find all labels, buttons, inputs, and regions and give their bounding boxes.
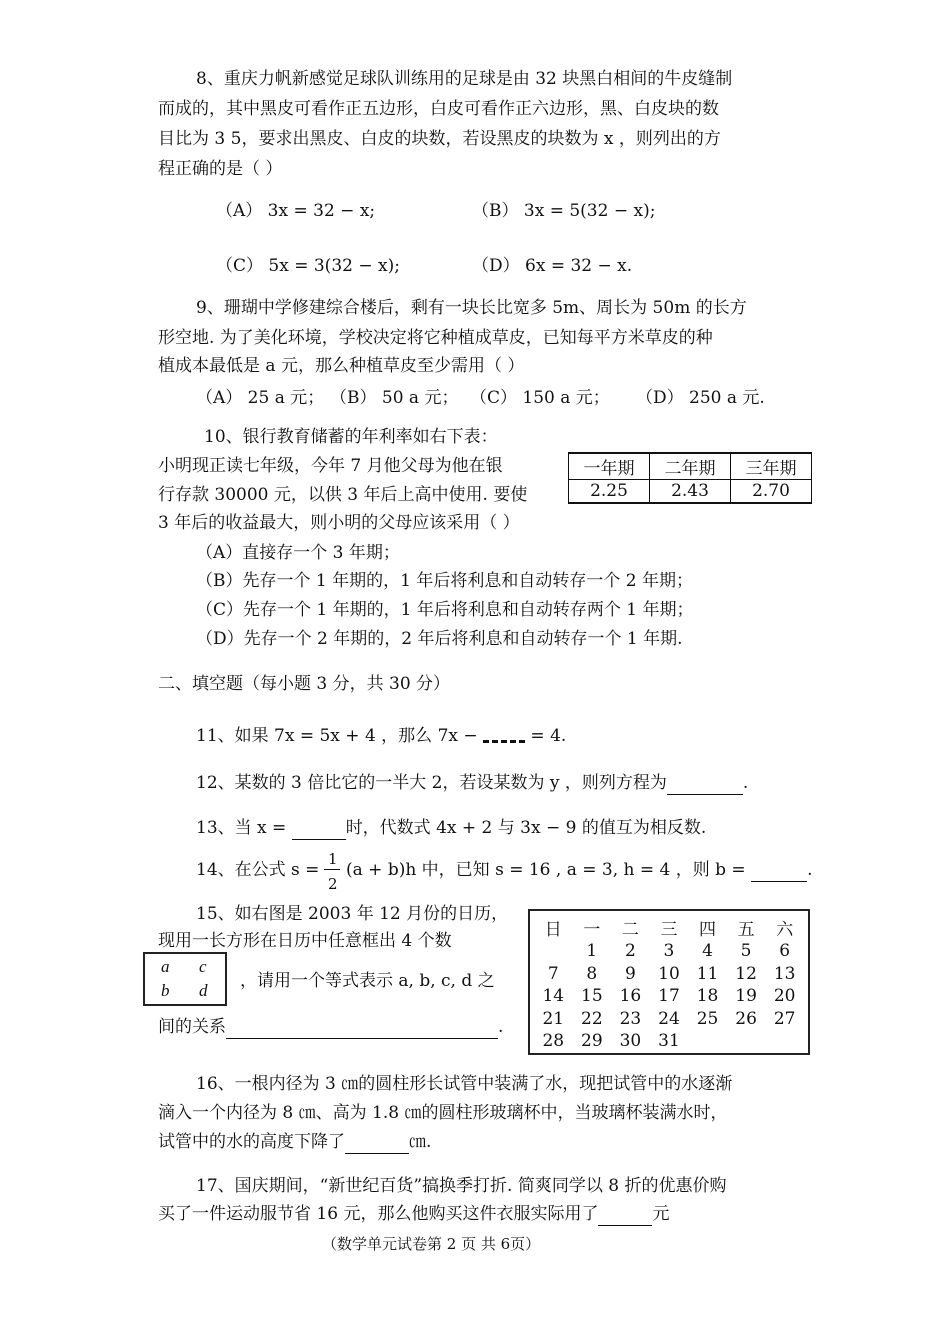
q14 bbox=[346, 859, 812, 882]
december-2003-calendar bbox=[528, 909, 810, 1055]
table-header-cell: 二年期 bbox=[650, 453, 731, 480]
q15-line-4 bbox=[158, 1016, 503, 1039]
calendar-day: 3 bbox=[663, 941, 675, 962]
calendar-weekday: 二 bbox=[621, 920, 639, 940]
q10-line-3: 行存款 30000 元，以供 3 年后上高中使用. 要使 bbox=[158, 485, 528, 505]
calendar-day: 12 bbox=[735, 963, 757, 984]
calendar-day: 27 bbox=[773, 1008, 796, 1029]
interest-rate-table bbox=[568, 452, 812, 504]
calendar-day: 16 bbox=[619, 986, 642, 1007]
q8-line-4: 程正确的是（ ） bbox=[158, 159, 283, 179]
q15-line-2: 现用一长方形在日历中任意框出 4 个数 bbox=[158, 931, 452, 951]
calendar-day: 29 bbox=[581, 1031, 603, 1052]
table-value-cell: 2.43 bbox=[650, 480, 731, 504]
q10-line-4: 3 年后的收益最大，则小明的父母应该采用（ ） bbox=[158, 513, 520, 533]
calendar-weekday: 日 bbox=[544, 920, 562, 940]
q17-text-post: 元 bbox=[652, 1204, 670, 1224]
calendar-weekday: 四 bbox=[699, 920, 717, 940]
q13-blank[interactable] bbox=[292, 817, 346, 840]
calendar-day: 8 bbox=[586, 963, 598, 984]
q8-line-1: 8、重庆力帆新感觉足球队训练用的足球是由 32 块黑白相间的牛皮缝制 bbox=[196, 69, 733, 89]
q12 bbox=[196, 772, 748, 795]
q8-line-2: 而成的，其中黑皮可看作正五边形，白皮可看作正六边形，黑、白皮块的数 bbox=[158, 99, 719, 119]
q9-option-c: （C） 150 a 元； bbox=[470, 388, 610, 408]
q13 bbox=[196, 817, 706, 840]
box-a: a bbox=[161, 957, 170, 976]
q9-option-a: （A） 25 a 元； bbox=[196, 388, 325, 408]
q15-text-pre: 间的关系 bbox=[158, 1017, 226, 1037]
table-value-cell: 2.70 bbox=[731, 480, 812, 504]
calendar-day: 17 bbox=[658, 986, 680, 1007]
q15-blank[interactable] bbox=[226, 1016, 498, 1039]
q14-blank[interactable] bbox=[751, 859, 807, 882]
q17-line-2 bbox=[158, 1203, 669, 1226]
calendar-day: 14 bbox=[542, 986, 565, 1007]
calendar-weekday: 三 bbox=[660, 920, 678, 940]
calendar-day: 1 bbox=[586, 941, 598, 962]
q16-line-2: 滴入一个内径为 8 ㎝、高为 1.8 ㎝的圆柱形玻璃杯中，当玻璃杯装满水时， bbox=[158, 1103, 728, 1123]
q17-line-1: 17、国庆期间，“新世纪百货”搞换季打折. 简爽同学以 8 折的优惠价购 bbox=[196, 1176, 727, 1196]
box-b: b bbox=[161, 981, 170, 1000]
calendar-day: 23 bbox=[619, 1008, 642, 1029]
q13-text-post: 时，代数式 4x + 2 与 3x − 9 的值互为相反数. bbox=[345, 818, 707, 838]
q16-text-pre: 试管中的水的高度下降了 bbox=[158, 1132, 345, 1152]
calendar-day: 24 bbox=[658, 1008, 680, 1029]
calendar-weekday: 六 bbox=[776, 920, 794, 940]
q17-text-pre: 买了一件运动服节省 16 元，那么他购买这件衣服实际用了 bbox=[158, 1204, 599, 1224]
q11 bbox=[196, 725, 566, 747]
calendar-weekday: 五 bbox=[737, 920, 755, 940]
q15-text-post: . bbox=[498, 1017, 504, 1037]
calendar-day: 2 bbox=[624, 941, 636, 962]
q10-option-d: （D）先存一个 2 年期的，2 年后将利息和自动转存一个 1 年期. bbox=[196, 629, 683, 649]
q12-text-pre: 12、某数的 3 倍比它的一半大 2，若设某数为 y ，则列方程为 bbox=[196, 773, 667, 793]
q17-blank[interactable] bbox=[598, 1203, 652, 1226]
calendar-day bbox=[727, 1030, 766, 1053]
q10-option-b: （B）先存一个 1 年期的，1 年后将利息和自动转存一个 2 年期； bbox=[196, 571, 693, 591]
q9-line-3: 植成本最低是 a 元，那么种植草皮至少需用（ ） bbox=[158, 356, 525, 376]
calendar-day: 26 bbox=[735, 1008, 757, 1029]
q12-text-post: . bbox=[742, 773, 749, 793]
box-c: c bbox=[199, 957, 207, 976]
q16-line-1: 16、一根内径为 3 ㎝的圆柱形长试管中装满了水，现把试管中的水逐渐 bbox=[196, 1074, 733, 1094]
table-header-cell: 三年期 bbox=[731, 453, 812, 480]
calendar-day: 19 bbox=[735, 986, 757, 1007]
q9-line-2: 形空地. 为了美化环境，学校决定将它种植成草皮，已知每平方米草皮的种 bbox=[158, 328, 713, 348]
q12-blank[interactable] bbox=[667, 772, 743, 795]
calendar-day: 13 bbox=[773, 963, 796, 984]
q15-line-3: ，请用一个等式表示 a, b, c, d 之 bbox=[240, 971, 495, 991]
section-title: 二、填空题（每小题 3 分，共 30 分） bbox=[158, 674, 451, 694]
page-footer: （数学单元试卷第 2 页 共 6页） bbox=[322, 1235, 541, 1253]
calendar-day: 7 bbox=[547, 963, 559, 984]
calendar-day bbox=[765, 1030, 804, 1053]
q16-line-3 bbox=[158, 1131, 431, 1154]
q10-option-c: （C）先存一个 1 年期的，1 年后将利息和自动转存两个 1 年期； bbox=[196, 600, 694, 620]
q9-option-d: （D） 250 a 元. bbox=[636, 388, 765, 408]
calendar-day: 18 bbox=[696, 986, 719, 1007]
q10-option-a: （A）直接存一个 3 年期； bbox=[196, 543, 400, 563]
q15-line-1: 15、如右图是 2003 年 12 月份的日历， bbox=[196, 904, 509, 924]
q14-text-post: . bbox=[807, 860, 813, 880]
calendar-day: 4 bbox=[702, 941, 713, 962]
calendar-day: 6 bbox=[779, 941, 791, 962]
q14-fraction-denominator: 2 bbox=[328, 875, 338, 893]
q11-blank[interactable] bbox=[483, 730, 525, 743]
q15-abcd-box bbox=[143, 952, 227, 1006]
q11-text-post: = 4. bbox=[525, 726, 567, 746]
q14-text-pre: 14、在公式 s = bbox=[196, 860, 320, 880]
calendar-day: 21 bbox=[542, 1008, 565, 1029]
calendar-day bbox=[534, 940, 573, 963]
q8-option-a: （A） 3x = 32 − x; bbox=[216, 201, 376, 221]
calendar-weekday: 一 bbox=[583, 920, 601, 940]
q13-text-pre: 13、当 x = bbox=[196, 818, 292, 838]
q8-option-c: （C） 5x = 3(32 − x); bbox=[216, 256, 400, 276]
q8-line-3: 目比为 3 5，要求出黑皮、白皮的块数，若设黑皮的块数为 x ，则列出的方 bbox=[158, 129, 721, 149]
calendar-day: 11 bbox=[696, 963, 719, 984]
q14-text-mid: (a + b)h 中，已知 s = 16 , a = 3, h = 4 ，则 b = bbox=[346, 860, 752, 880]
calendar-day: 10 bbox=[658, 963, 680, 984]
calendar-day: 9 bbox=[624, 963, 636, 984]
q16-blank[interactable] bbox=[345, 1131, 409, 1154]
calendar-day: 25 bbox=[696, 1008, 719, 1029]
q8-option-d: （D） 6x = 32 − x. bbox=[472, 256, 633, 276]
q9-option-b: （B） 50 a 元； bbox=[330, 388, 459, 408]
q10-line-1: 10、银行教育储蓄的年利率如右下表： bbox=[204, 427, 498, 447]
calendar-day: 22 bbox=[581, 1008, 603, 1029]
q14-fraction-numerator: 1 bbox=[328, 850, 338, 868]
calendar-day: 20 bbox=[773, 986, 796, 1007]
q8-option-b: （B） 3x = 5(32 − x); bbox=[472, 201, 656, 221]
calendar-day: 31 bbox=[658, 1031, 680, 1052]
q10-line-2: 小明现正读七年级，今年 7 月他父母为他在银 bbox=[158, 456, 503, 476]
calendar-day: 15 bbox=[581, 986, 603, 1007]
calendar-day bbox=[688, 1030, 727, 1053]
box-d: d bbox=[199, 981, 208, 1000]
q9-line-1: 9、珊瑚中学修建综合楼后，剩有一块长比宽多 5m、周长为 50m 的长方 bbox=[196, 298, 747, 318]
q16-text-post: ㎝. bbox=[409, 1132, 432, 1152]
calendar-day: 5 bbox=[740, 941, 752, 962]
calendar-day: 30 bbox=[619, 1031, 642, 1052]
q14-fraction-bar bbox=[324, 869, 340, 870]
q11-text-pre: 11、如果 7x = 5x + 4 ，那么 7x − bbox=[196, 726, 484, 746]
calendar-day: 28 bbox=[542, 1031, 565, 1052]
table-value-cell: 2.25 bbox=[569, 480, 650, 504]
table-header-cell: 一年期 bbox=[569, 453, 650, 480]
